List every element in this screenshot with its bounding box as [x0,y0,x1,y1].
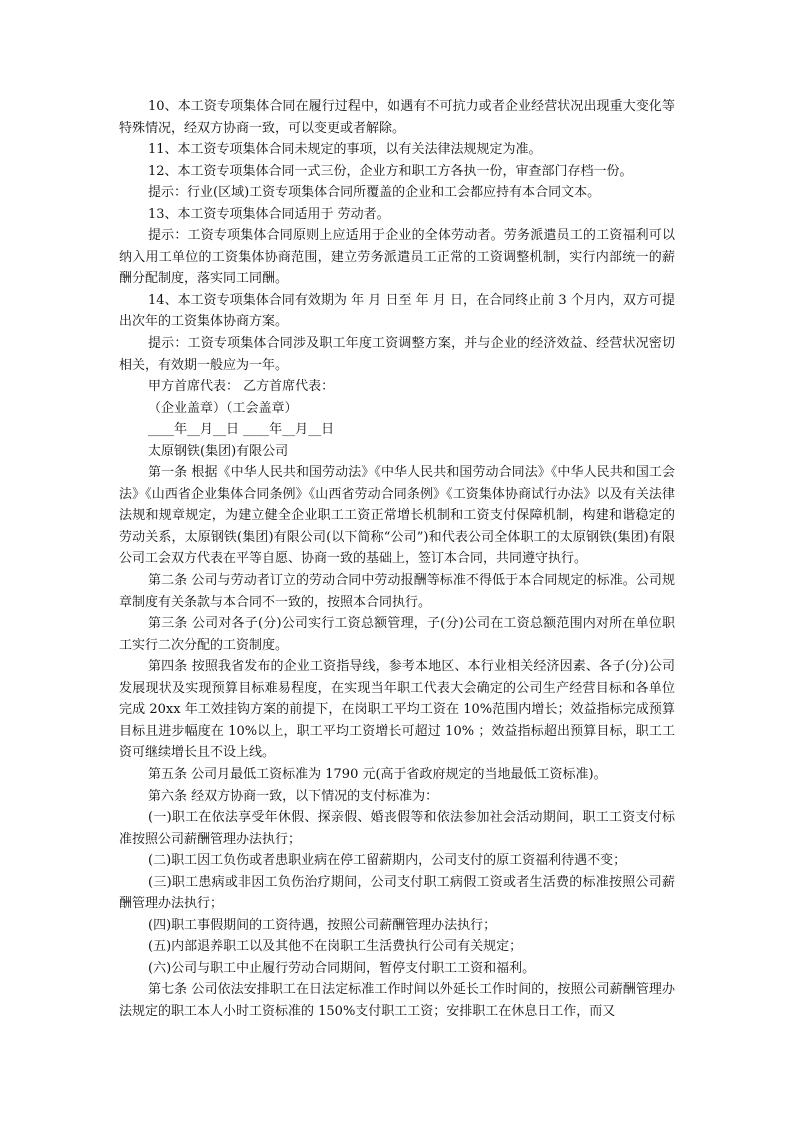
article-6-item-6: (六)公司与职工中止履行劳动合同期间，暂停支付职工工资和福利。 [148,960,536,976]
signature-representatives: 甲方首席代表： 乙方首席代表： [148,379,335,395]
document-body [119,96,675,1023]
paragraph-clause-11: 11、本工资专项集体合同未规定的事项，以有关法律法规规定为准。 [148,142,542,158]
article-6-item-5: (五)内部退养职工以及其他不在岗职工生活费执行公司有关规定； [148,939,523,955]
article-6-item-3: (三)职工患病或非因工负伤治疗期间，公司支付职工病假工资或者生活费的标准按照公司薪酬管理办法执行； [119,874,675,912]
paragraph-note-scope: 提示：工资专项集体合同原则上应适用于企业的全体劳动者。劳务派遣员工的工资福利可以纳入用工单位的工资集体协商范围，建立劳务派遣员工正常的工资调整机制，实行内部统一的薪酬分配制度，落实同工同酬。 [119,228,675,287]
article-6-item-1: (一)职工在依法享受年休假、探亲假、婚丧假等和依法参加社会活动期间，职工工资支付标准按照公司薪酬管理办法执行； [119,810,675,847]
company-name: 太原钢铁(集团)有限公司 [148,443,289,459]
article-1: 第一条 根据《中华人民共和国劳动法》《中华人民共和国劳动合同法》《中华人民共和国工会法》《山西省企业集体合同条例》《山西省劳动合同条例》《工资集体协商试行办法》以及有关法律法规和规章规定，为建立健全企业职工工资正常增长机制和工资支付保障机制，构建和谐稳定的劳动关系，太原钢铁(集团)有限公司(以下简称“公司”)和代表公司全体职工的太原钢铁(集团)有限公司工会双方代表在平等自愿、协商一致的基础上，签订本合同，共同遵守执行。 [119,465,675,567]
paragraph-note-copies: 提示：行业(区域)工资专项集体合同所覆盖的企业和工会都应持有本合同文本。 [148,185,601,201]
paragraph-clause-14: 14、本工资专项集体合同有效期为 年 月 日至 年 月 日，在合同终止前 3 个月内，双方可提出次年的工资集体协商方案。 [119,292,675,330]
paragraph-note-validity: 提示：工资专项集体合同涉及职工年度工资调整方案，并与企业的经济效益、经营状况密切相关，有效期一般应为一年。 [119,336,675,373]
paragraph-clause-12: 12、本工资专项集体合同一式三份，企业方和职工方各执一份，审查部门存档一份。 [148,163,633,179]
signature-seals: （企业盖章）（工会盖章） [148,400,298,416]
signature-dates: ____年__月__日 ____年__月__日 [148,422,335,438]
article-4: 第四条 按照我省发布的企业工资指导线，参考本地区、本行业相关经济因素、各子(分)公司发展现状及实现预算目标难易程度，在实现当年职工代表大会确定的公司生产经营目标和各单位完成 20xx 年工效挂钩方案的前提下，在岗职工平均工资在 10%范围内增长；效益指标完成预算目标且进步幅度在 10%以上，职工平均工资增长可超过 10% ；效益指标超出预算目标，职工工资可继续增长且不设上线。 [119,659,675,761]
article-7: 第七条 公司依法安排职工在日法定标准工作时间以外延长工作时间的，按照公司薪酬管理办法规定的职工本人小时工资标准的 150%支付职工工资；安排职工在休息日工作，而又 [119,982,675,1019]
paragraph-clause-10: 10、本工资专项集体合同在履行过程中，如遇有不可抗力或者企业经营状况出现重大变化等特殊情况，经双方协商一致，可以变更或者解除。 [119,99,675,136]
article-2: 第二条 公司与劳动者订立的劳动合同中劳动报酬等标准不得低于本合同规定的标准。公司规章制度有关条款与本合同不一致的，按照本合同执行。 [119,573,675,610]
article-6-item-4: (四)职工事假期间的工资待遇，按照公司薪酬管理办法执行； [148,917,497,933]
article-6: 第六条 经双方协商一致，以下情况的支付标准为： [148,788,439,804]
article-6-item-2: (二)职工因工负伤或者患职业病在停工留薪期内，公司支付的原工资福利待遇不变； [148,853,627,869]
paragraph-clause-13: 13、本工资专项集体合同适用于 劳动者。 [148,206,390,222]
article-5: 第五条 公司月最低工资标准为 1790 元(高于省政府规定的当地最低工资标准)。 [148,766,607,782]
article-3: 第三条 公司对各子(分)公司实行工资总额管理，子(分)公司在工资总额范围内对所在单位职工实行二次分配的工资制度。 [119,616,675,653]
